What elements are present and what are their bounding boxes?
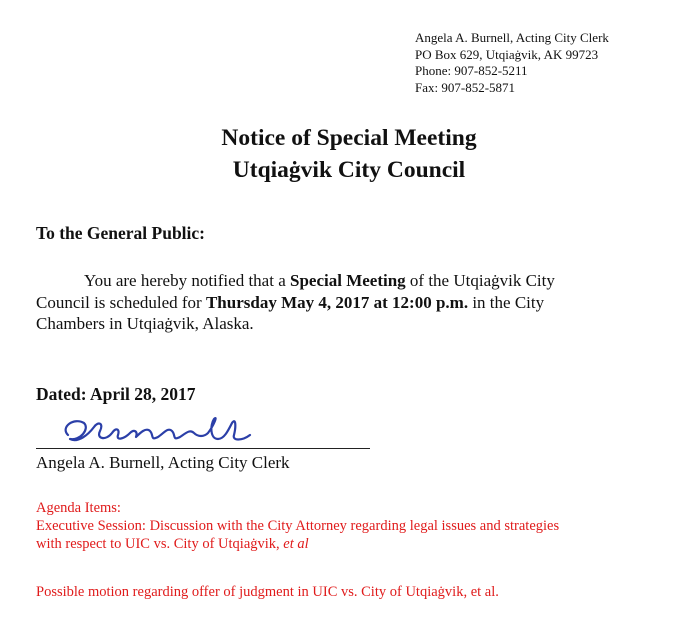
agenda-executive-session-cont [36, 535, 309, 553]
paragraph-text: in the City [468, 292, 545, 312]
address-line-phone: Phone: 907-852-5211 [415, 63, 528, 78]
meeting-datetime: Thursday May 4, 2017 at 12:00 p.m. [205, 292, 469, 312]
salutation: To the General Public: [36, 223, 206, 243]
notice-title: Notice of Special Meeting [221, 125, 477, 151]
signature-line [36, 448, 370, 449]
agenda-et-al: et al [283, 536, 309, 552]
paragraph-line-2 [36, 292, 676, 314]
dated-line: Dated: April 28, 2017 [36, 384, 196, 404]
paragraph-line-3 [36, 313, 676, 335]
agenda-heading: Agenda Items: [36, 500, 121, 516]
council-title: Utqiaġvik City Council [232, 157, 466, 183]
paragraph-line-1 [36, 270, 676, 292]
notice-paragraph [36, 270, 676, 335]
signer-name: Angela A. Burnell, Acting City Clerk [36, 453, 290, 472]
paragraph-text: Council is scheduled for [36, 292, 206, 312]
agenda-possible-motion: Possible motion regarding offer of judgment in UIC vs. City of Utqiaġvik, et al. [36, 584, 499, 600]
address-line-name: Angela A. Burnell, Acting City Clerk [415, 30, 609, 45]
paragraph-text: Chambers in Utqiaġvik, Alaska. [36, 314, 254, 333]
address-line-po-box: PO Box 629, Utqiaġvik, AK 99723 [415, 46, 599, 62]
paragraph-bold: Special Meeting [290, 271, 406, 290]
agenda-text: with respect to UIC vs. City of Utqiaġvik, [36, 536, 284, 552]
paragraph-text: of the Utqiaġvik City [405, 271, 555, 290]
paragraph-text: You are hereby notified that a [84, 271, 290, 290]
clerk-address-block [415, 30, 609, 96]
address-line-fax: Fax: 907-852-5871 [415, 79, 516, 95]
agenda-executive-session: Executive Session: Discussion with the City Attorney regarding legal issues and strategies [36, 518, 560, 534]
handwritten-signature [58, 413, 278, 453]
